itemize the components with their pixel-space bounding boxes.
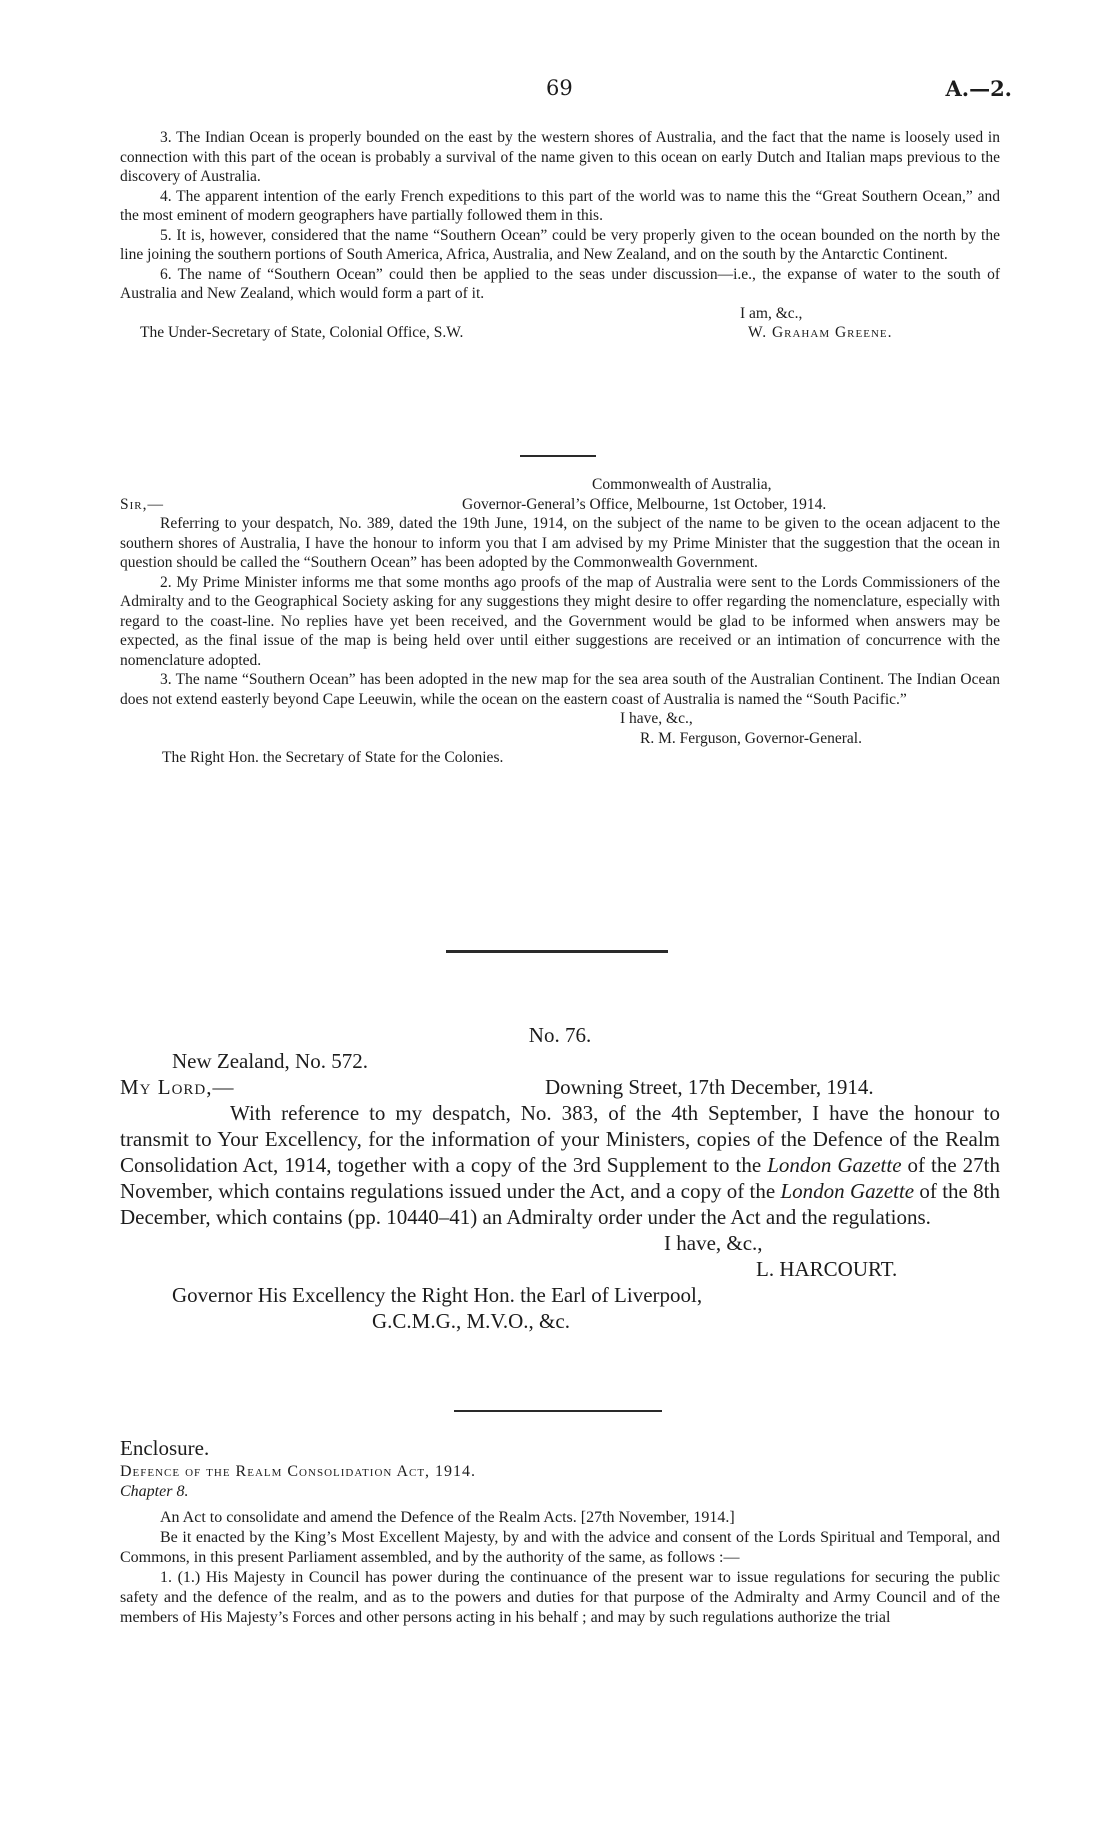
office-date: Governor-General’s Office, Melbourne, 1st October, 1914.	[462, 495, 827, 513]
closing-row	[120, 304, 1000, 324]
paragraph: 2. My Prime Minister informs me that some months ago proofs of the map of Australia were sent to the Lords Commissioners of the Admiralty and to the Geographical Society asking for any suggestions they might desire to offer regarding the nomenclature, especially with regard to the coast-line. No replies have yet been received, and the Government would be glad to be informed when answers may be expected, as the final issue of the map is being held over until either suggestions are received or an intimation of concurrence with the nomenclature adopted.	[120, 573, 1000, 669]
letter-one	[120, 128, 1000, 343]
section-divider	[520, 455, 596, 457]
gazette-title: London Gazette	[767, 1153, 902, 1177]
addressee: The Right Hon. the Secretary of State for the Colonies.	[162, 749, 504, 766]
act-line: An Act to consolidate and amend the Defence of the Realm Acts. [27th November, 1914.]	[160, 1509, 735, 1526]
letter-three	[120, 1022, 1000, 1334]
page-reference: A.—2.	[945, 76, 1012, 101]
gazette-title: London Gazette	[780, 1179, 915, 1203]
signature-row	[120, 1256, 1000, 1282]
chapter-label: Chapter 8.	[120, 1483, 189, 1500]
salutation-row	[120, 495, 1000, 515]
section-one: 1. (1.) His Majesty in Council has power during the continuance of the present war to issue regulations for securing the public safety and the defence of the realm, and as to the powers and duties for that purpose of the Admiralty and Army Council and of the members of His Majesty’s Forces and other persons acting in his behalf ; and may by such regulations authorize the trial	[120, 1569, 1000, 1626]
reference-row	[120, 1048, 1000, 1074]
paragraph: 6. The name of “Southern Ocean” could then be applied to the seas under discussion—i.e., the expanse of water to the south of Australia and New Zealand, which would form a part of it.	[120, 265, 1000, 302]
letter-number: No. 76.	[528, 1023, 592, 1047]
addressee-row	[120, 1308, 1000, 1334]
signature-row	[120, 323, 1000, 343]
page-header	[0, 76, 1114, 106]
addressee: Governor His Excellency the Right Hon. the Earl of Liverpool,	[172, 1283, 703, 1307]
addressee-row	[120, 1282, 1000, 1308]
closing: I am, &c.,	[740, 304, 803, 322]
signature: W. Graham Greene.	[748, 324, 893, 341]
enclosure	[120, 1434, 1000, 1628]
salutation: Sir,—	[120, 495, 164, 513]
addressee-honours: G.C.M.G., M.V.O., &c.	[372, 1309, 570, 1333]
closing-row	[120, 709, 1000, 729]
origin-row	[120, 475, 1000, 495]
paragraph: Referring to your despatch, No. 389, dated the 19th June, 1914, on the subject of the name to be given to the ocean adjacent to the southern shores of Australia, I have the honour to inform you that I am advised by my Prime Minister that the suggestion that the ocean in question should be called the “Southern Ocean” has been adopted by the Commonwealth Government.	[120, 515, 1000, 571]
section-divider	[454, 1410, 662, 1412]
addressee-row	[120, 748, 1000, 768]
letter-body	[120, 1100, 1000, 1230]
body-text: of the 27th November, which contains regulations issued under the Act, and a copy of the	[120, 1153, 1001, 1203]
enacting-clause: Be it enacted by the King’s Most Excellent Majesty, by and with the advice and consent of the Lords Spiritual and Temporal, and Commons, in this present Parliament assembled, and by the authority of the same, as follows :—	[120, 1529, 1000, 1566]
origin: Commonwealth of Australia,	[592, 476, 772, 493]
place-date: Downing Street, 17th December, 1914.	[545, 1075, 874, 1099]
signature-row	[120, 729, 1000, 749]
addressee: The Under-Secretary of State, Colonial Office, S.W.	[140, 324, 464, 341]
enclosure-heading: Enclosure.	[120, 1436, 210, 1460]
salutation-row	[120, 1074, 1000, 1100]
paragraph: 3. The name “Southern Ocean” has been adopted in the new map for the sea area south of the Australian Continent. The Indian Ocean does not extend easterly beyond Cape Leeuwin, while the ocean on the eastern coast of Australia is named the “South Pacific.”	[120, 671, 1000, 708]
closing: I have, &c.,	[664, 1231, 763, 1255]
salutation: My Lord,—	[120, 1075, 235, 1099]
closing-row	[120, 1230, 1000, 1256]
paragraph: 5. It is, however, considered that the name “Southern Ocean” could be very properly given to the ocean bounded on the north by the line joining the southern portions of South America, Africa, Australia, and New Zealand, and on the south by the Antarctic Continent.	[120, 226, 1000, 263]
section-divider-thick	[446, 950, 668, 953]
letter-two	[120, 475, 1000, 768]
colony-reference: New Zealand, No. 572.	[172, 1049, 368, 1073]
closing: I have, &c.,	[620, 710, 693, 727]
paragraph: 4. The apparent intention of the early French expeditions to this part of the world was to name this the “Great Southern Ocean,” and the most eminent of modern geographers have partially followed them in this.	[120, 187, 1000, 224]
paragraph: 3. The Indian Ocean is properly bounded on the east by the western shores of Australia, and the fact that the name is loosely used in connection with this part of the ocean is probably a survival of the name given to this ocean on early Dutch and Italian maps previous to the discovery of Australia.	[120, 129, 1000, 185]
act-title: Defence of the Realm Consolidation Act, 1914.	[120, 1463, 477, 1480]
signature: R. M. Ferguson, Governor-General.	[640, 729, 862, 747]
signature: L. HARCOURT.	[756, 1257, 898, 1281]
body-text: With reference to my despatch, No. 383, of the 4th September, I have the honour to transmit to Your Excellency, for the information of your Ministers, copies of the Defence of the Realm Consolidation Act, 1914, together with a copy of the 3rd Supplement to the	[120, 1101, 1000, 1177]
page-number: 69	[546, 76, 573, 100]
body-text: of the 8th December, which contains (pp. 10440–41) an Admiralty order under the Act and the regulations.	[120, 1179, 1000, 1229]
